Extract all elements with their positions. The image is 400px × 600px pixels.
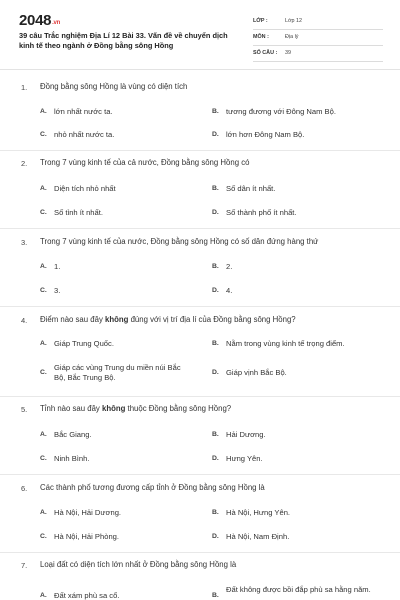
question-text: Trong 7 vùng kinh tế của nước, Đồng bằng sông Hồng có số dân đứng hàng thứ [40,237,319,246]
question-text: Đồng bằng sông Hồng là vùng có diện tích [40,82,188,91]
meta-key: MÔN : [253,34,269,40]
meta-value: Địa lý [285,34,299,40]
meta-value: 39 [285,50,291,56]
meta-value: Lớp 12 [285,18,303,24]
question-number: 6. [21,484,28,493]
question-divider [0,150,400,151]
question-text: Các thành phố tương đương cấp tỉnh ở Đồng bằng sông Hồng là [40,483,265,492]
question-text: Loại đất có diện tích lớn nhất ở Đồng bằng sông Hồng là [40,560,237,569]
meta-key: LỚP : [253,18,268,24]
document-header [0,0,400,66]
meta-row-subject [253,30,383,46]
question-number: 1. [21,83,28,92]
question-number: 4. [21,316,28,325]
meta-row-grade [253,14,383,30]
question-divider [0,474,400,475]
question-number: 7. [21,561,28,570]
info-panel [253,14,383,62]
meta-key: SỐ CÂU : [253,50,278,56]
header-divider [0,69,400,70]
question-text: Trong 7 vùng kinh tế của cả nước, Đồng bằng sông Hồng có [40,158,250,167]
question-number: 3. [21,238,28,247]
site-logo[interactable]: 2048.vn [19,12,60,29]
question-divider [0,396,400,397]
question-text: Tỉnh nào sau đây không thuộc Đồng bằng sông Hồng? [40,404,232,413]
question-divider [0,306,400,307]
question-text: Điểm nào sau đây không đúng với vị trí địa lí của Đồng bằng sông Hồng? [40,315,296,324]
question-divider [0,228,400,229]
meta-row-count [253,46,383,62]
page-title: 39 câu Trắc nghiệm Địa Lí 12 Bài 33. Vấn đề về chuyển dịch kinh tế theo ngành ở Đồng bằng sông Hồng [19,31,228,50]
question-number: 5. [21,405,28,414]
question-number: 2. [21,159,28,168]
question-divider [0,552,400,553]
